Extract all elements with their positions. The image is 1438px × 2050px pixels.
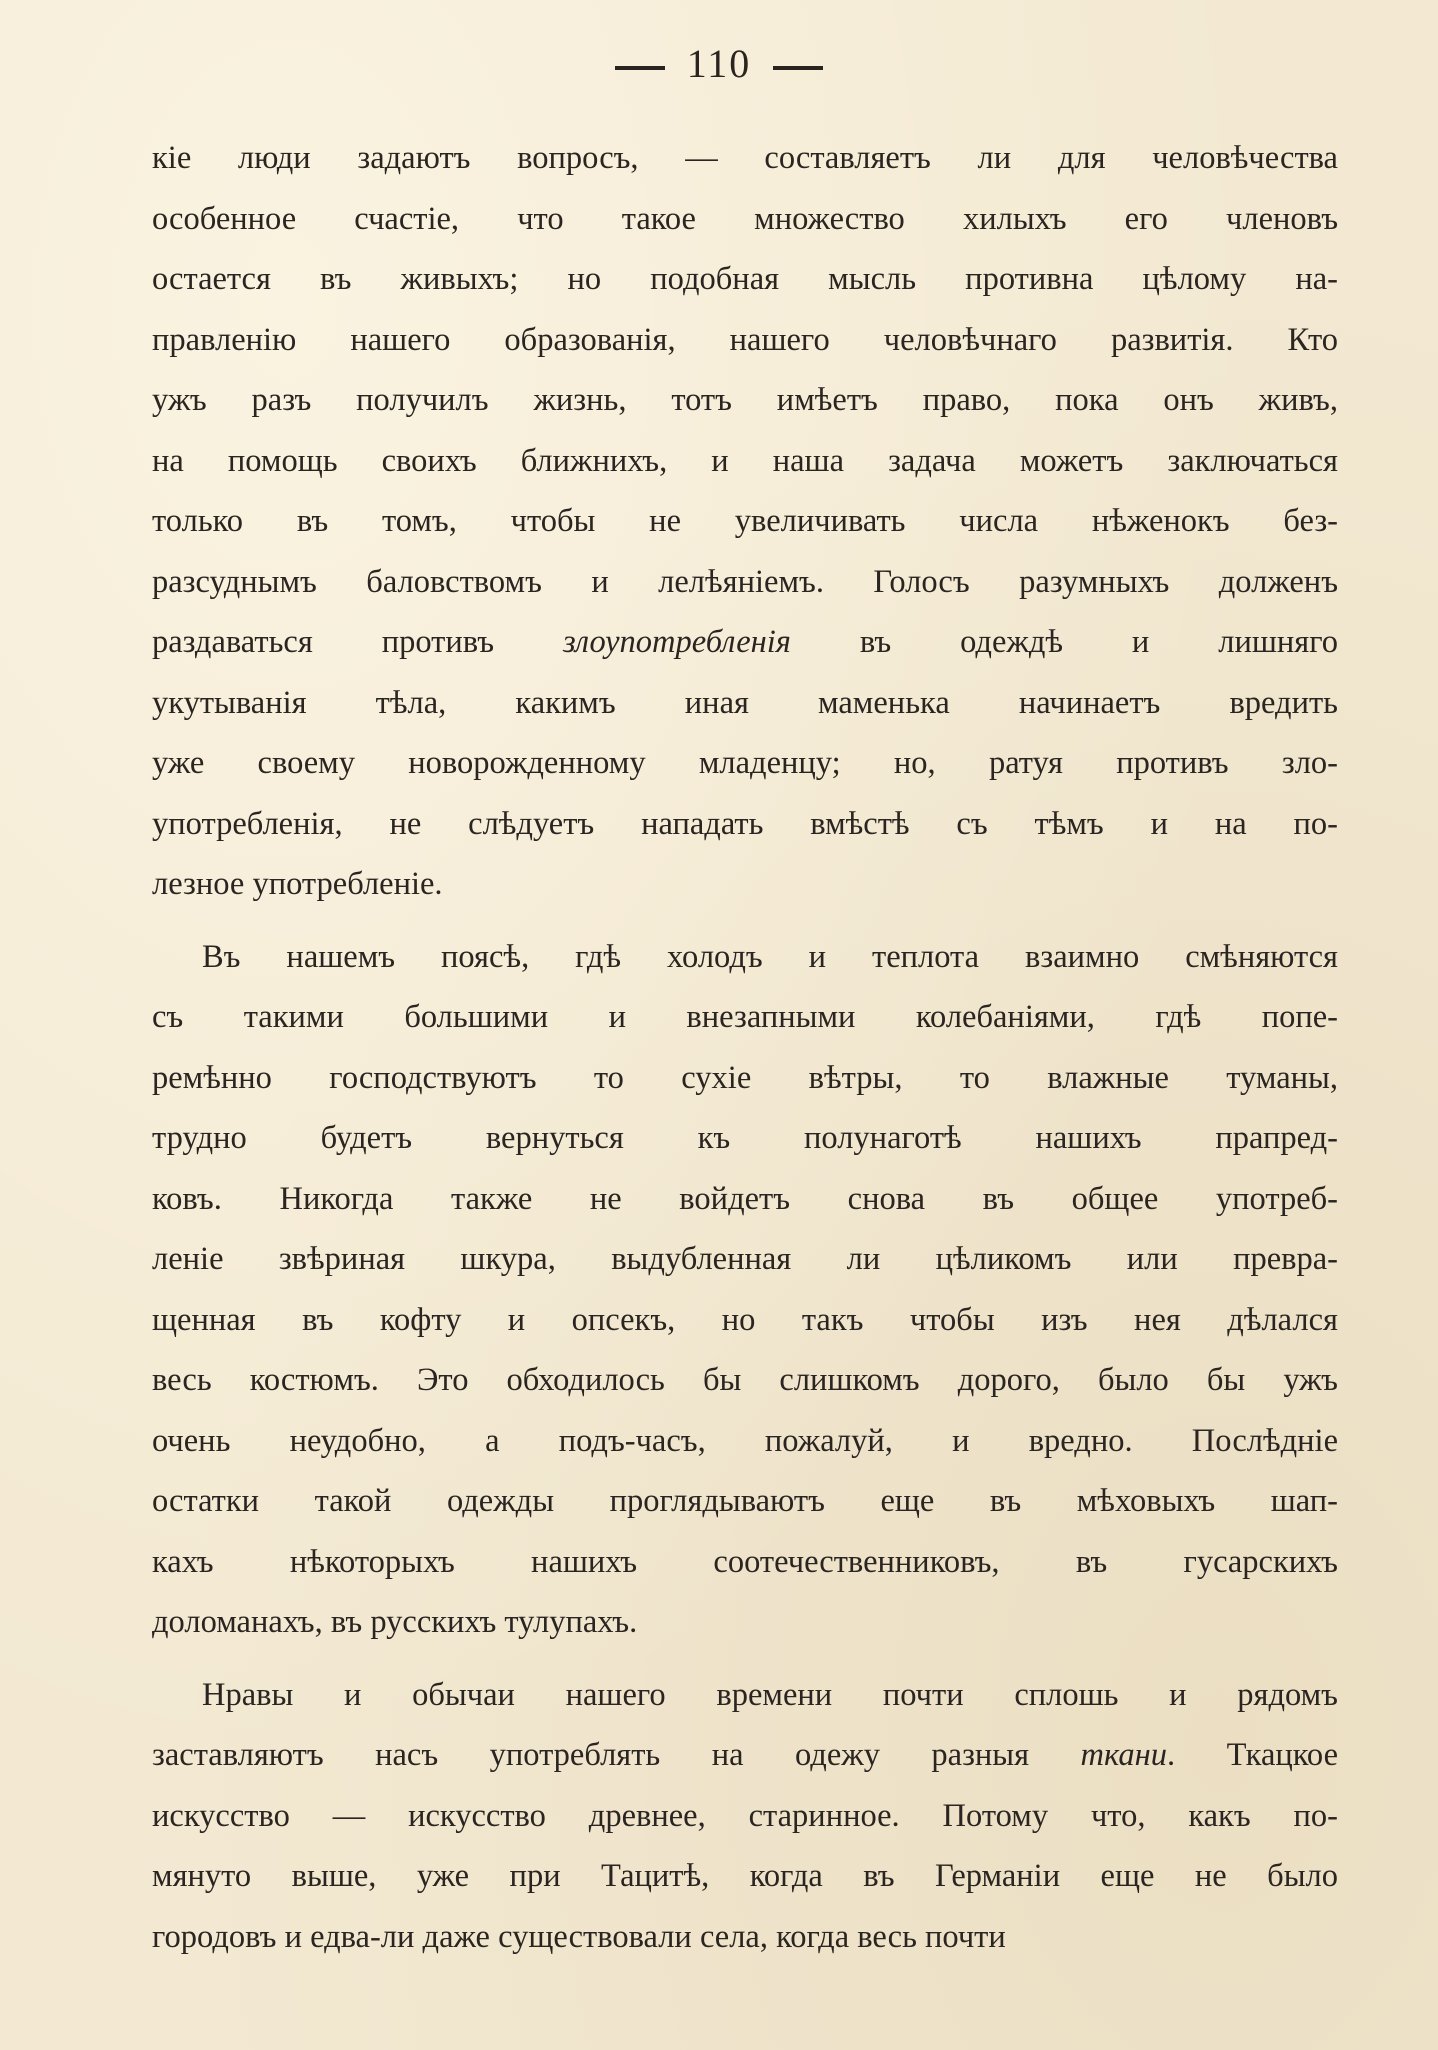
text-line: ковъ. Никогда также не войдетъ снова въ общее употреб-: [152, 1180, 1338, 1217]
text-segment: раздаваться противъ: [152, 624, 564, 660]
text-line: искусство — искусство древнее, старинное. Потому что, какъ по-: [152, 1797, 1338, 1834]
paragraph-gap: [152, 1653, 1338, 1665]
text-line: ремѣнно господствуютъ то сухіе вѣтры, то влажные туманы,: [152, 1059, 1338, 1096]
text-line: съ такими большими и внезапными колебаніями, гдѣ попе-: [152, 999, 1338, 1035]
text-segment: . Ткацкое: [1167, 1737, 1338, 1773]
text-line: разсуднымъ баловствомъ и лелѣяніемъ. Голосъ разумныхъ долженъ: [152, 563, 1338, 600]
text-line: трудно будетъ вернуться къ полунаготѣ нашихъ прапред-: [152, 1120, 1338, 1156]
text-line: [152, 612, 1338, 673]
emphasized-word: ткани: [1080, 1737, 1168, 1773]
text-line: очень неудобно, а подъ-часъ, пожалуй, и вредно. Послѣдніе: [152, 1422, 1338, 1459]
body-text: [152, 128, 1338, 1967]
paragraph-gap: [152, 915, 1338, 927]
text-line: на помощь своихъ ближнихъ, и наша задача можетъ заключаться: [152, 442, 1338, 479]
text-line: мянуто выше, уже при Тацитѣ, когда въ Германіи еще не было: [152, 1858, 1338, 1894]
text-line: лезное употребленіе.: [152, 866, 443, 902]
text-line: особенное счастіе, что такое множество хилыхъ его членовъ: [152, 200, 1338, 237]
text-line: леніе звѣриная шкура, выдубленная ли цѣликомъ или превра-: [152, 1241, 1338, 1277]
text-line: Въ нашемъ поясѣ, гдѣ холодъ и теплота взаимно смѣняются: [202, 938, 1338, 975]
text-segment: въ одеждѣ и лишняго: [790, 624, 1338, 660]
text-line: [152, 1725, 1338, 1786]
emphasized-word: злоупотребленія: [563, 624, 791, 660]
text-line: уже своему новорожденному младенцу; но, ратуя противъ зло-: [152, 745, 1338, 781]
text-line: употребленія, не слѣдуетъ нападать вмѣстѣ съ тѣмъ и на по-: [152, 805, 1338, 842]
header-dash-right: [773, 66, 823, 70]
text-segment: заставляютъ насъ употреблять на одежу разныя: [152, 1737, 1081, 1773]
text-line: ужъ разъ получилъ жизнь, тотъ имѣетъ право, пока онъ живъ,: [152, 382, 1338, 418]
page-header: [0, 40, 1438, 87]
text-line: Нравы и обычаи нашего времени почти сплошь и рядомъ: [202, 1676, 1338, 1713]
paragraph: [152, 1665, 1338, 1968]
text-line: городовъ и едва-ли даже существовали села, когда весь почти: [152, 1918, 1006, 1955]
text-line: только въ томъ, чтобы не увеличивать числа нѣженокъ без-: [152, 503, 1338, 539]
text-line: доломанахъ, въ русскихъ тулупахъ.: [152, 1604, 638, 1640]
text-line: весь костюмъ. Это обходилось бы слишкомъ дорого, было бы ужъ: [152, 1362, 1338, 1398]
paragraph: [152, 927, 1338, 1653]
text-line: правленію нашего образованія, нашего человѣчнаго развитія. Кто: [152, 321, 1338, 358]
text-line: укутыванія тѣла, какимъ иная маменька начинаетъ вредить: [152, 684, 1338, 721]
text-line: щенная въ кофту и опсекъ, но такъ чтобы изъ нея дѣлался: [152, 1301, 1338, 1338]
text-line: остается въ живыхъ; но подобная мысль противна цѣлому на-: [152, 261, 1338, 297]
text-line: остатки такой одежды проглядываютъ еще въ мѣховыхъ шап-: [152, 1483, 1338, 1519]
paragraph: [152, 128, 1338, 915]
header-dash-left: [615, 66, 665, 70]
text-line: кіе люди задаютъ вопросъ, — составляетъ ли для человѣчества: [152, 140, 1338, 176]
text-line: кахъ нѣкоторыхъ нашихъ соотечественниковъ, въ гусарскихъ: [152, 1543, 1338, 1580]
page-number: 110: [686, 41, 752, 86]
